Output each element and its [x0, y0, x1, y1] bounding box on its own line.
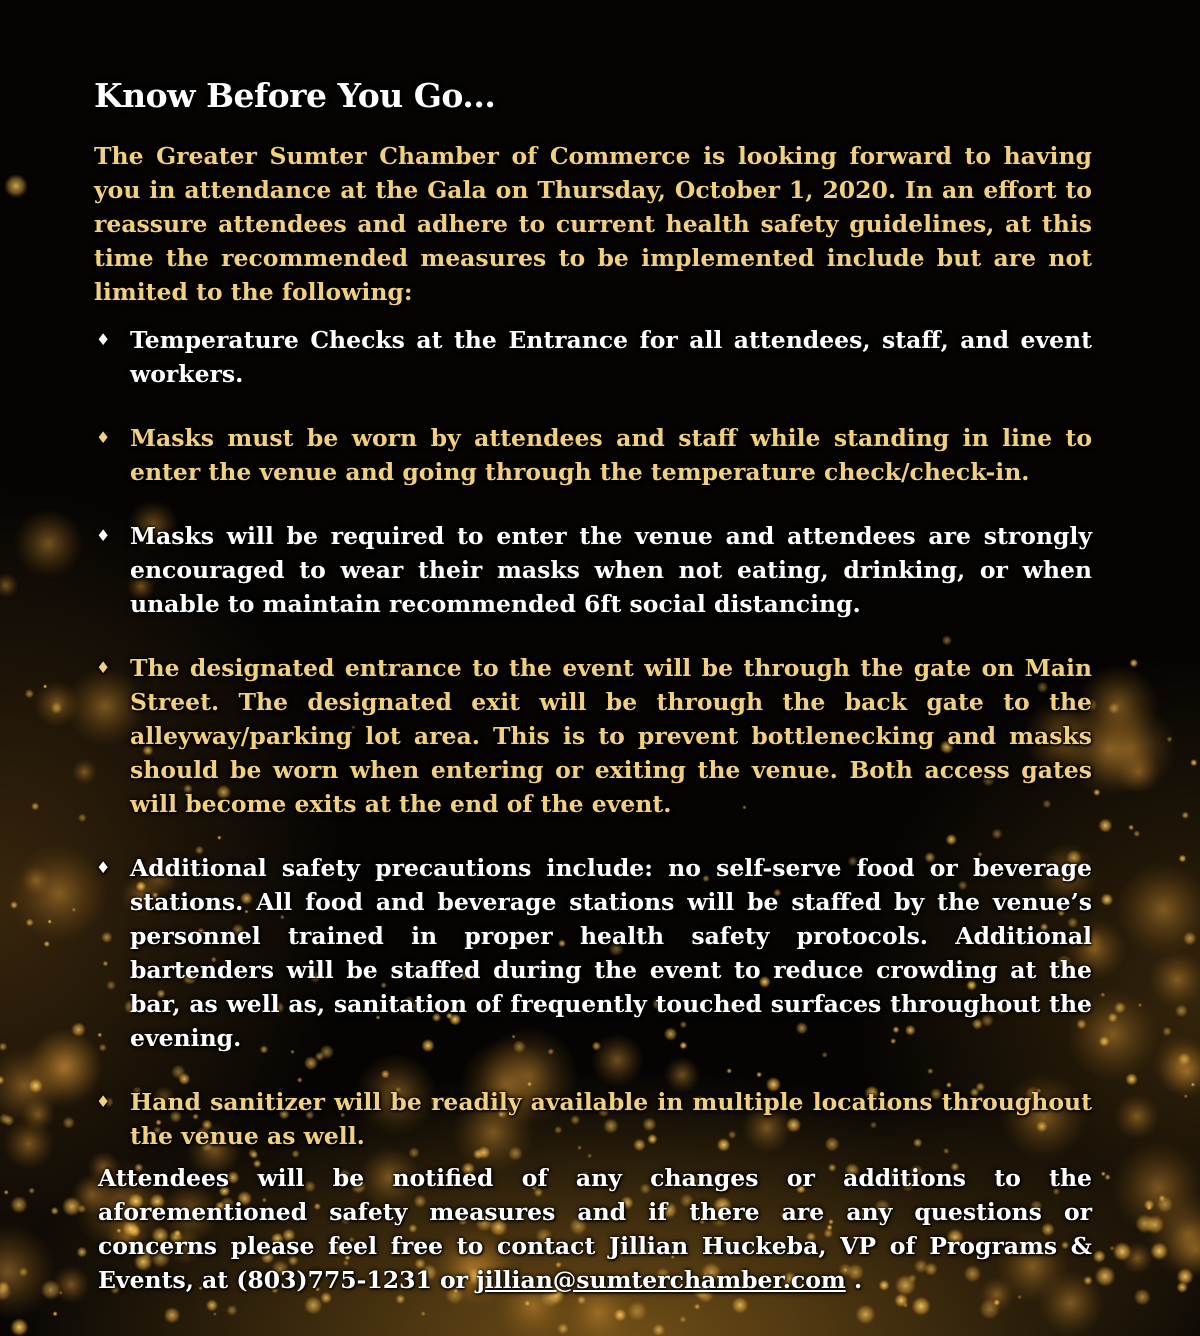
- bokeh-sparkle: [62, 1116, 75, 1129]
- diamond-bullet-icon: ♦: [96, 858, 111, 877]
- bokeh-sparkle: [1108, 1013, 1118, 1023]
- bokeh-sparkle: [51, 702, 63, 714]
- bokeh-orb: [14, 509, 84, 579]
- bokeh-orb: [4, 174, 28, 198]
- bokeh-sparkle: [71, 1022, 86, 1037]
- bokeh-sparkle: [76, 1247, 87, 1258]
- bokeh-sparkle: [10, 1196, 28, 1214]
- list-item-text: Additional safety precautions include: no self-serve food or beverage stations. All food and beverage stations will be staffed by the venue’s personnel trained in proper health safety protocols. Additional bartenders will be staffed during the event to reduce crowding at the bar, as well as, sanitation of frequently touched surfaces throughout the evening.: [130, 854, 1092, 1052]
- bokeh-sparkle: [1150, 1242, 1168, 1260]
- bokeh-sparkle: [1144, 1199, 1155, 1210]
- bokeh-orb: [3, 1118, 54, 1169]
- closing-paragraph: [98, 1161, 1092, 1297]
- bokeh-sparkle: [10, 901, 18, 909]
- safety-measures-list: [94, 323, 1092, 1153]
- bokeh-sparkle: [1179, 855, 1187, 863]
- bokeh-sparkle: [47, 919, 52, 924]
- bokeh-sparkle: [28, 1078, 43, 1093]
- bokeh-sparkle: [679, 1316, 686, 1323]
- bokeh-sparkle: [1093, 1250, 1106, 1263]
- list-item: [94, 851, 1092, 1055]
- diamond-bullet-icon: ♦: [96, 526, 111, 545]
- bokeh-sparkle: [25, 689, 35, 699]
- bokeh-sparkle: [40, 1279, 61, 1300]
- bokeh-sparkle: [903, 1302, 909, 1308]
- bokeh-sparkle: [1100, 992, 1105, 997]
- bokeh-sparkle: [28, 1187, 35, 1194]
- bokeh-sparkle: [1190, 759, 1197, 766]
- bokeh-sparkle: [1098, 818, 1112, 832]
- bokeh-sparkle: [1176, 1282, 1188, 1294]
- bokeh-sparkle: [10, 1318, 28, 1336]
- bokeh-sparkle: [1182, 811, 1190, 819]
- diamond-bullet-icon: ♦: [96, 1092, 111, 1111]
- bokeh-sparkle: [911, 1296, 931, 1316]
- bokeh-sparkle: [524, 1300, 531, 1307]
- bokeh-sparkle: [1093, 789, 1100, 796]
- bokeh-sparkle: [72, 908, 76, 912]
- bokeh-sparkle: [1184, 1094, 1188, 1098]
- bokeh-sparkle: [1183, 932, 1197, 946]
- bokeh-sparkle: [694, 1303, 701, 1310]
- bokeh-sparkle: [0, 1042, 7, 1051]
- list-item: [94, 651, 1092, 821]
- bokeh-sparkle: [1128, 825, 1134, 831]
- bokeh-sparkle: [1110, 1246, 1115, 1251]
- bokeh-sparkle: [18, 1267, 28, 1277]
- list-item-text: Temperature Checks at the Entrance for all attendees, staff, and event workers.: [130, 326, 1092, 388]
- bokeh-sparkle: [1145, 1215, 1165, 1235]
- bokeh-sparkle: [1100, 893, 1113, 906]
- bokeh-sparkle: [1138, 1003, 1142, 1007]
- bokeh-sparkle: [1178, 1052, 1192, 1066]
- list-item-text: Masks must be worn by attendees and staff while standing in line to enter the venue and going through the temperature check/check-in.: [130, 424, 1092, 486]
- bokeh-sparkle: [1108, 702, 1120, 714]
- bokeh-sparkle: [1114, 1002, 1126, 1014]
- bokeh-sparkle: [1105, 1174, 1111, 1180]
- bokeh-sparkle: [627, 1301, 648, 1322]
- diamond-bullet-icon: ♦: [96, 658, 111, 677]
- bokeh-sparkle: [226, 1305, 237, 1316]
- list-item: [94, 519, 1092, 621]
- list-item: [94, 421, 1092, 489]
- bokeh-sparkle: [1095, 1266, 1116, 1287]
- bokeh-sparkle: [77, 1204, 86, 1213]
- bokeh-sparkle: [43, 684, 47, 688]
- bokeh-sparkle: [213, 1312, 217, 1316]
- diamond-bullet-icon: ♦: [96, 330, 111, 349]
- list-item-text: The designated entrance to the event will be through the gate on Main Street. The designated exit will be through the back gate to the alleyway/parking lot area. This is to prevent bottlenecking and masks should be worn when entering or exiting the venue. Both access gates will become exits at the end of the event.: [130, 654, 1092, 818]
- list-item: [94, 323, 1092, 391]
- bokeh-sparkle: [1134, 1288, 1151, 1305]
- bokeh-sparkle: [1129, 659, 1138, 668]
- bokeh-sparkle: [1156, 1196, 1173, 1213]
- bokeh-orb: [1114, 1094, 1159, 1139]
- bokeh-sparkle: [652, 1323, 665, 1336]
- bokeh-sparkle: [731, 1297, 748, 1314]
- diamond-bullet-icon: ♦: [96, 428, 111, 447]
- bokeh-sparkle: [78, 813, 87, 822]
- contact-email-link[interactable]: jillian@sumterchamber.com: [476, 1266, 846, 1294]
- bokeh-sparkle: [53, 1311, 58, 1316]
- bokeh-sparkle: [1125, 1073, 1138, 1086]
- bokeh-sparkle: [26, 918, 34, 926]
- bokeh-sparkle: [1099, 1036, 1110, 1047]
- list-item: [94, 1085, 1092, 1153]
- list-item-text: Hand sanitizer will be readily available in multiple locations throughout the venue as well.: [130, 1088, 1092, 1150]
- list-item-text: Masks will be required to enter the venue and attendees are strongly encouraged to wear their masks when not eating, drinking, or when unable to maintain recommended 6ft social distancing.: [130, 522, 1092, 618]
- bokeh-orb: [0, 573, 19, 599]
- bokeh-sparkle: [304, 1296, 323, 1315]
- page-title: Know Before You Go...: [94, 76, 496, 115]
- bokeh-sparkle: [613, 1308, 626, 1321]
- bokeh-sparkle: [1191, 1082, 1195, 1086]
- bokeh-sparkle: [44, 941, 50, 947]
- bokeh-sparkle: [855, 1304, 875, 1324]
- bokeh-sparkle: [31, 802, 39, 810]
- bokeh-sparkle: [3, 1115, 15, 1127]
- bokeh-sparkle: [1166, 736, 1172, 742]
- closing-text: Attendees will be notified of any changes or additions to the aforementioned safety measures and if there are any questions or concerns please feel free to contact Jillian Huckeba, VP of Programs & Events, at (803)775-1231 or: [98, 1164, 1092, 1294]
- bokeh-sparkle: [557, 1323, 569, 1335]
- bokeh-sparkle: [206, 1299, 219, 1312]
- bokeh-sparkle: [421, 1311, 426, 1316]
- intro-paragraph: The Greater Sumter Chamber of Commerce is looking forward to having you in attendance at the Gala on Thursday, October 1, 2020. In an effort to reassure attendees and adhere to current health safety guidelines, at this time the recommended measures to be implemented include but are not limited to the following:: [94, 142, 1092, 306]
- content-area: [94, 76, 1092, 1297]
- closing-suffix: .: [845, 1266, 863, 1294]
- bokeh-orb: [1149, 951, 1200, 1008]
- bokeh-sparkle: [51, 1207, 59, 1215]
- bokeh-sparkle: [1162, 1027, 1172, 1037]
- bokeh-sparkle: [1133, 830, 1140, 837]
- bokeh-sparkle: [979, 1298, 1001, 1320]
- bokeh-sparkle: [1113, 1242, 1132, 1261]
- bokeh-sparkle: [4, 1190, 9, 1195]
- bokeh-sparkle: [1175, 1004, 1188, 1017]
- bokeh-sparkle: [164, 1307, 181, 1324]
